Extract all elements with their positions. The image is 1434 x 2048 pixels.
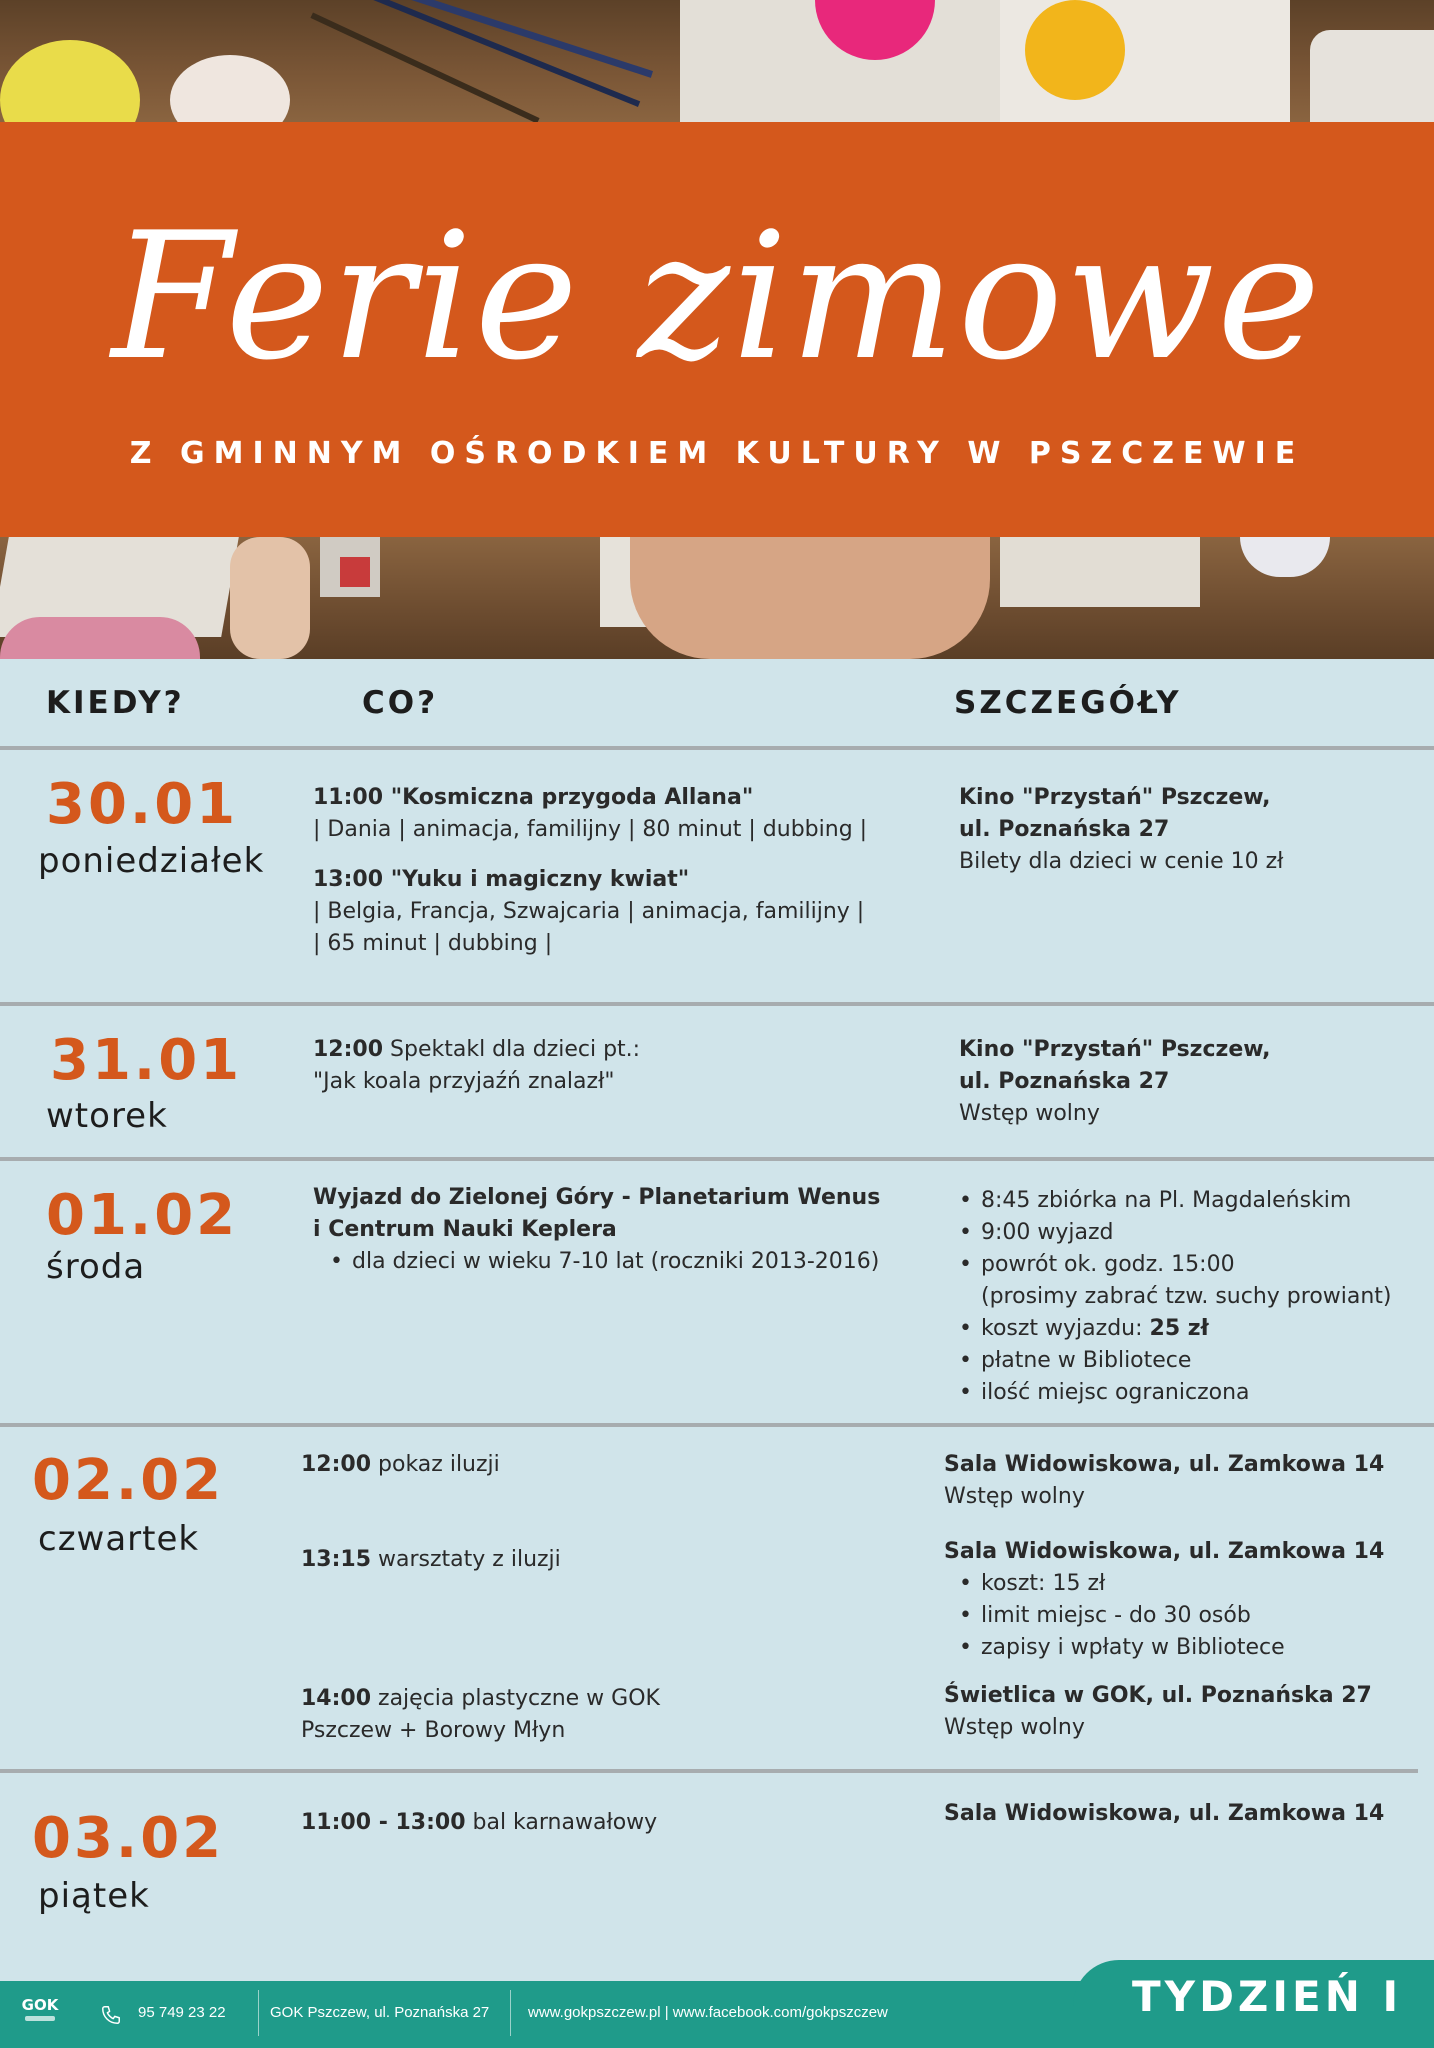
venue-address: ul. Poznańska 27 [959, 817, 1170, 842]
event-title: 11:00 "Kosmiczna przygoda Allana" [313, 785, 754, 810]
ticket-info: Wstęp wolny [944, 1484, 1085, 1509]
bullet-item: • 9:00 wyjazd [981, 1217, 1421, 1249]
event-details [959, 782, 1419, 878]
event-description [301, 1544, 881, 1576]
venue-name: Sala Widowiskowa, ul. Zamkowa 14 [944, 1539, 1385, 1564]
bullet-item-continued: (prosimy zabrać tzw. suchy prowiant) [981, 1284, 1392, 1309]
header-photo-bottom [0, 537, 1434, 659]
header-photo-top [0, 0, 1434, 122]
column-header-details: SZCZEGÓŁY [954, 685, 1182, 721]
event-details [944, 1536, 1424, 1568]
weekday: piątek [38, 1876, 150, 1916]
event-details [944, 1680, 1424, 1744]
weekday: czwartek [38, 1519, 200, 1559]
venue-name: Świetlica w GOK, ul. Poznańska 27 [944, 1683, 1372, 1708]
event-title: pokaz iluzji [371, 1452, 500, 1477]
footer-address: GOK Pszczew, ul. Poznańska 27 [270, 2004, 490, 2021]
cost-label: koszt wyjazdu: [981, 1316, 1150, 1341]
event-time: 12:00 [301, 1452, 372, 1477]
event-description [313, 1034, 873, 1098]
weekday: środa [46, 1247, 146, 1287]
event-details [944, 1798, 1424, 1830]
divider [0, 1423, 1434, 1427]
event-details [944, 1449, 1424, 1513]
bullet-item [981, 1313, 1421, 1345]
event-title: Spektakl dla dzieci pt.: [383, 1037, 641, 1062]
column-header-when: KIEDY? [46, 685, 185, 721]
date-number: 01.02 [46, 1183, 239, 1248]
page-subtitle: Z GMINNYM OŚRODKIEM KULTURY W PSZCZEWIE [129, 436, 1305, 471]
event-title: zajęcia plastyczne w GOK [371, 1686, 660, 1711]
bullet-item: • ilość miejsc ograniczona [981, 1377, 1421, 1409]
title-banner [0, 122, 1434, 537]
venue-address: ul. Poznańska 27 [959, 1069, 1170, 1094]
event-time: 14:00 [301, 1686, 372, 1711]
divider [0, 1002, 1434, 1006]
footer-separator [258, 1990, 259, 2036]
ticket-info: Wstęp wolny [959, 1101, 1100, 1126]
footer-separator [510, 1990, 511, 2036]
bullet-item: • koszt: 15 zł [981, 1568, 1421, 1600]
date-number: 31.01 [50, 1028, 243, 1093]
event-info: | Dania | animacja, familijny | 80 minut | dubbing | [313, 817, 868, 842]
ticket-info: Wstęp wolny [944, 1715, 1085, 1740]
divider [0, 1769, 1418, 1773]
event-details [959, 1034, 1419, 1130]
event-title: Wyjazd do Zielonej Góry - Planetarium Wenus [313, 1185, 881, 1210]
divider [0, 746, 1434, 750]
bullet-item: • zapisy i wpłaty w Bibliotece [981, 1632, 1421, 1664]
event-description [301, 1683, 881, 1747]
weekday: wtorek [46, 1096, 168, 1136]
weekday: poniedziałek [38, 841, 265, 881]
venue-name: Sala Widowiskowa, ul. Zamkowa 14 [944, 1801, 1385, 1826]
footer-phone[interactable]: 95 749 23 22 [138, 2004, 226, 2021]
bullet-item: • płatne w Bibliotece [981, 1345, 1421, 1377]
event-time: 12:00 [313, 1037, 384, 1062]
event-info: | Belgia, Francja, Szwajcaria | animacja, familijny | [313, 899, 865, 924]
event-time: 11:00 - 13:00 [301, 1810, 466, 1835]
bullet-item: • powrót ok. godz. 15:00 [981, 1249, 1421, 1281]
event-title: bal karnawałowy [465, 1810, 658, 1835]
bullet-item: • limit miejsc - do 30 osób [981, 1600, 1421, 1632]
date-number: 03.02 [32, 1806, 225, 1871]
event-description [313, 1182, 913, 1246]
event-info: | 65 minut | dubbing | [313, 931, 553, 956]
event-title: warsztaty z iluzji [371, 1547, 561, 1572]
divider [0, 1157, 1434, 1161]
footer-links[interactable]: www.gokpszczew.pl | www.facebook.com/gokpszczew [528, 2004, 888, 2021]
event-description [301, 1449, 881, 1481]
venue-name: Sala Widowiskowa, ul. Zamkowa 14 [944, 1452, 1385, 1477]
bullet-item: • dla dzieci w wieku 7-10 lat (roczniki 2013-2016) [352, 1246, 912, 1278]
bullet-item: • 8:45 zbiórka na Pl. Magdaleńskim [981, 1185, 1421, 1217]
week-label: TYDZIEŃ I [1132, 1972, 1403, 2021]
date-number: 30.01 [46, 772, 239, 837]
venue-name: Kino "Przystań" Pszczew, [959, 1037, 1271, 1062]
gok-logo: GOK [18, 1996, 62, 2032]
cost-value: 25 zł [1149, 1316, 1209, 1341]
event-title: i Centrum Nauki Keplera [313, 1217, 617, 1242]
venue-name: Kino "Przystań" Pszczew, [959, 785, 1271, 810]
column-header-what: CO? [362, 685, 439, 721]
event-description [313, 782, 873, 960]
event-time: 13:15 [301, 1547, 372, 1572]
event-description [301, 1807, 881, 1839]
phone-icon [100, 2004, 122, 2026]
page-title: Ferie zimowe [111, 196, 1323, 399]
date-number: 02.02 [32, 1448, 225, 1513]
event-info: Pszczew + Borowy Młyn [301, 1718, 566, 1743]
event-info: "Jak koala przyjaźń znalazł" [313, 1069, 615, 1094]
ticket-info: Bilety dla dzieci w cenie 10 zł [959, 849, 1284, 874]
event-title: 13:00 "Yuku i magiczny kwiat" [313, 867, 690, 892]
